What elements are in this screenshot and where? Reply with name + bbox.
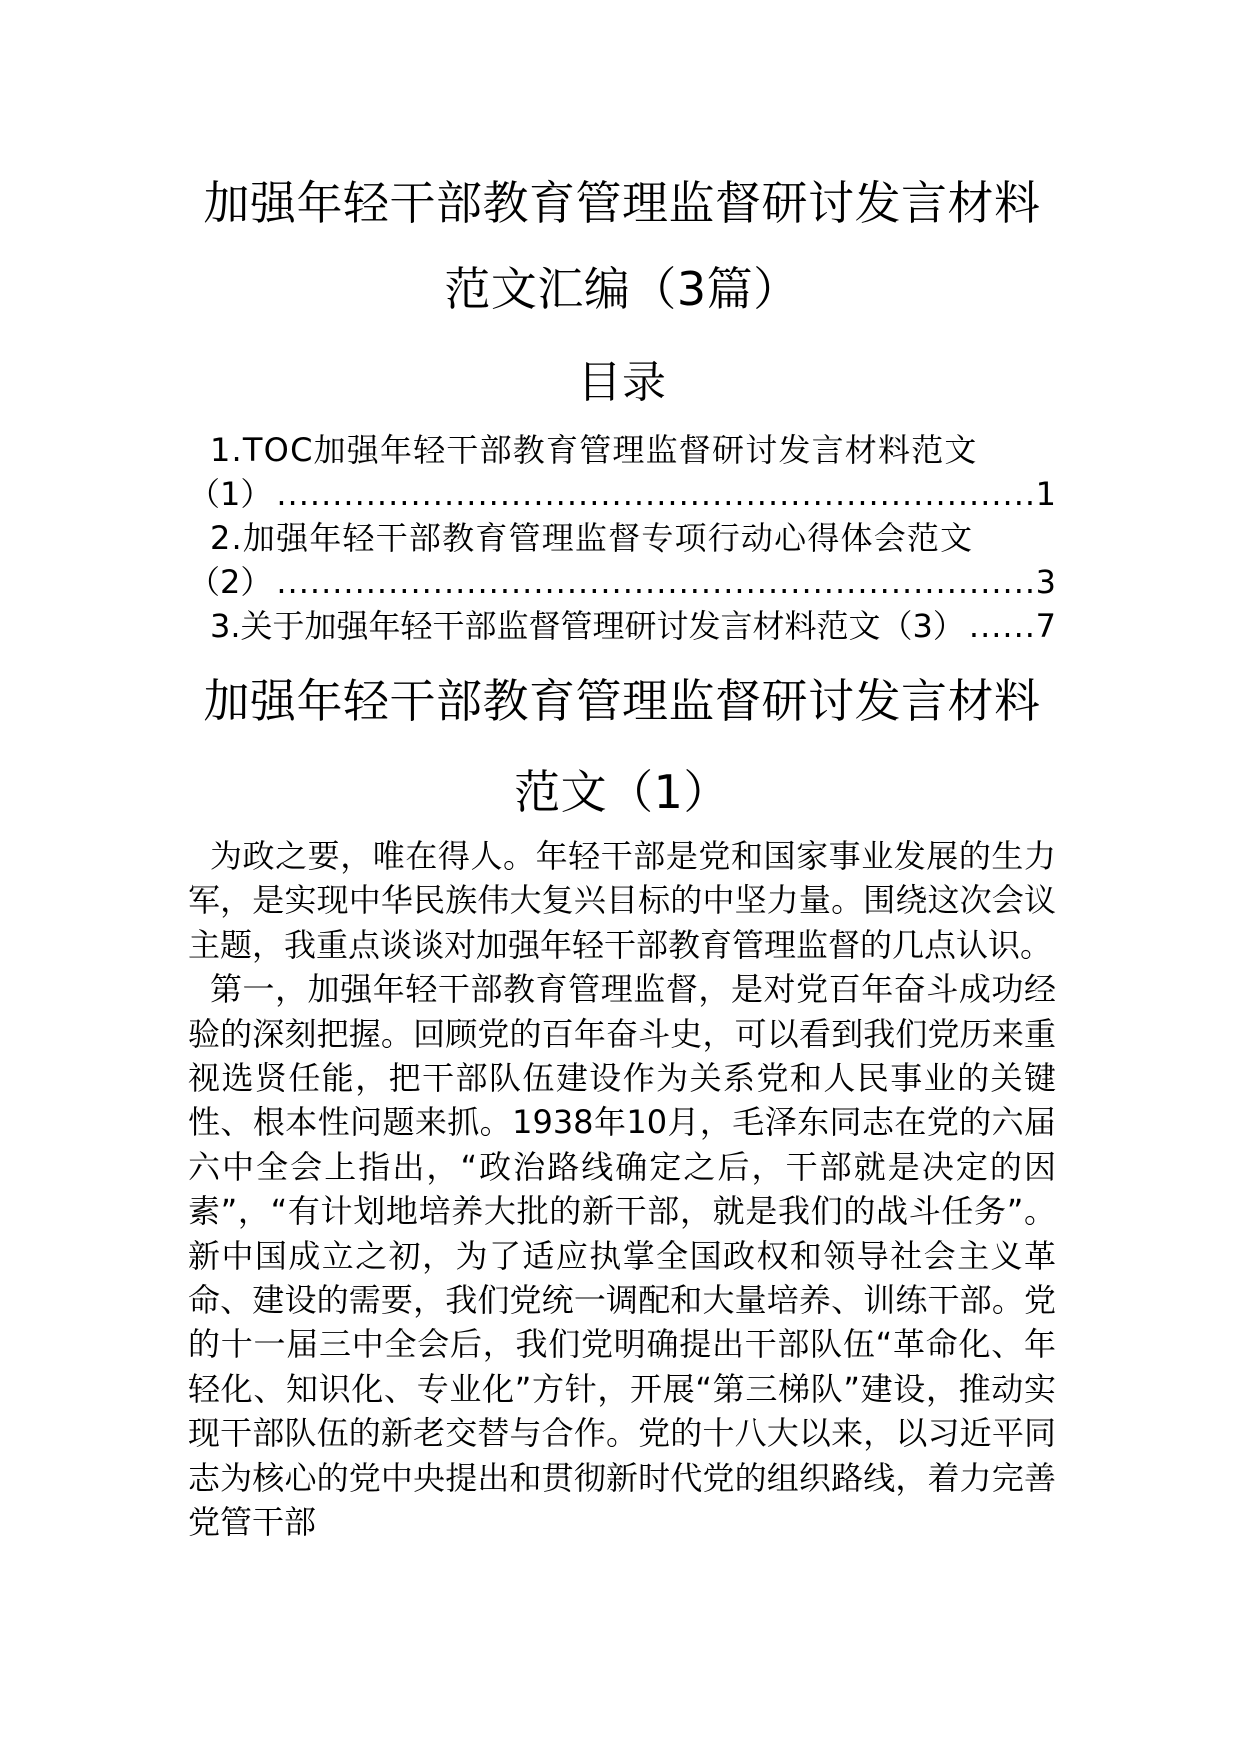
- toc-entry-3-text: 3.关于加强年轻干部监督管理研讨发言材料范文（3）: [210, 607, 965, 645]
- body-paragraph-2: 第一，加强年轻干部教育管理监督，是对党百年奋斗成功经验的深刻把握。回顾党的百年奋斗史，可以看到我们党历来重视选贤任能，把干部队伍建设作为关系党和人民事业的关键性、根本性问题来抓。1938年10月，毛泽东同志在党的六届六中全会上指出，“政治路线确定之后，干部就是决定的因素”，“有计划地培养大批的新干部，就是我们的战斗任务”。新中国成立之初，为了适应执掌全国政权和领导社会主义革命、建设的需要，我们党统一调配和大量培养、训练干部。党的十一届三中全会后，我们党明确提出干部队伍“革命化、年轻化、知识化、专业化”方针，开展“第三梯队”建设，推动实现干部队伍的新老交替与合作。党的十八大以来，以习近平同志为核心的党中央提出和贯彻新时代党的组织路线，着力完善党管干部: [188, 970, 1056, 1542]
- toc-entry-2-text-cont: （2）: [188, 563, 273, 601]
- toc-entry-2-line-1[interactable]: [188, 516, 1056, 560]
- toc-entry-1-line-2[interactable]: [188, 472, 1056, 516]
- toc-entry-3[interactable]: [188, 604, 1056, 648]
- toc-entry-2-line-2[interactable]: [188, 560, 1056, 604]
- toc-leader-dots: [969, 604, 1032, 648]
- document-title-line-2: 范文汇编（3篇）: [444, 262, 800, 316]
- section-body: [188, 834, 1056, 1545]
- document-title-line-1: 加强年轻干部教育管理监督研讨发言材料: [203, 176, 1041, 230]
- section-title-line-1: 加强年轻干部教育管理监督研讨发言材料: [203, 674, 1041, 728]
- toc-leader-dots: [276, 560, 1031, 604]
- toc-entry-1-text-cont: （1）: [188, 475, 273, 513]
- section-title-line-2: 范文（1）: [514, 765, 730, 819]
- toc-heading: 目录: [577, 357, 667, 408]
- toc-entry-1-line-1[interactable]: [188, 428, 1056, 472]
- toc-entry-1-page: 1: [1035, 475, 1056, 513]
- toc-leader-dots: [276, 472, 1031, 516]
- toc-entry-3-page: 7: [1035, 607, 1056, 645]
- toc-entry-2-page: 3: [1035, 563, 1056, 601]
- toc-entry-2-text: 2.加强年轻干部教育管理监督专项行动心得体会范文: [210, 519, 974, 557]
- toc-entry-1-text: 1.TOC加强年轻干部教育管理监督研讨发言材料范文: [210, 431, 978, 469]
- body-paragraph-1: 为政之要，唯在得人。年轻干部是党和国家事业发展的生力军，是实现中华民族伟大复兴目标的中坚力量。围绕这次会议主题，我重点谈谈对加强年轻干部教育管理监督的几点认识。: [188, 837, 1056, 964]
